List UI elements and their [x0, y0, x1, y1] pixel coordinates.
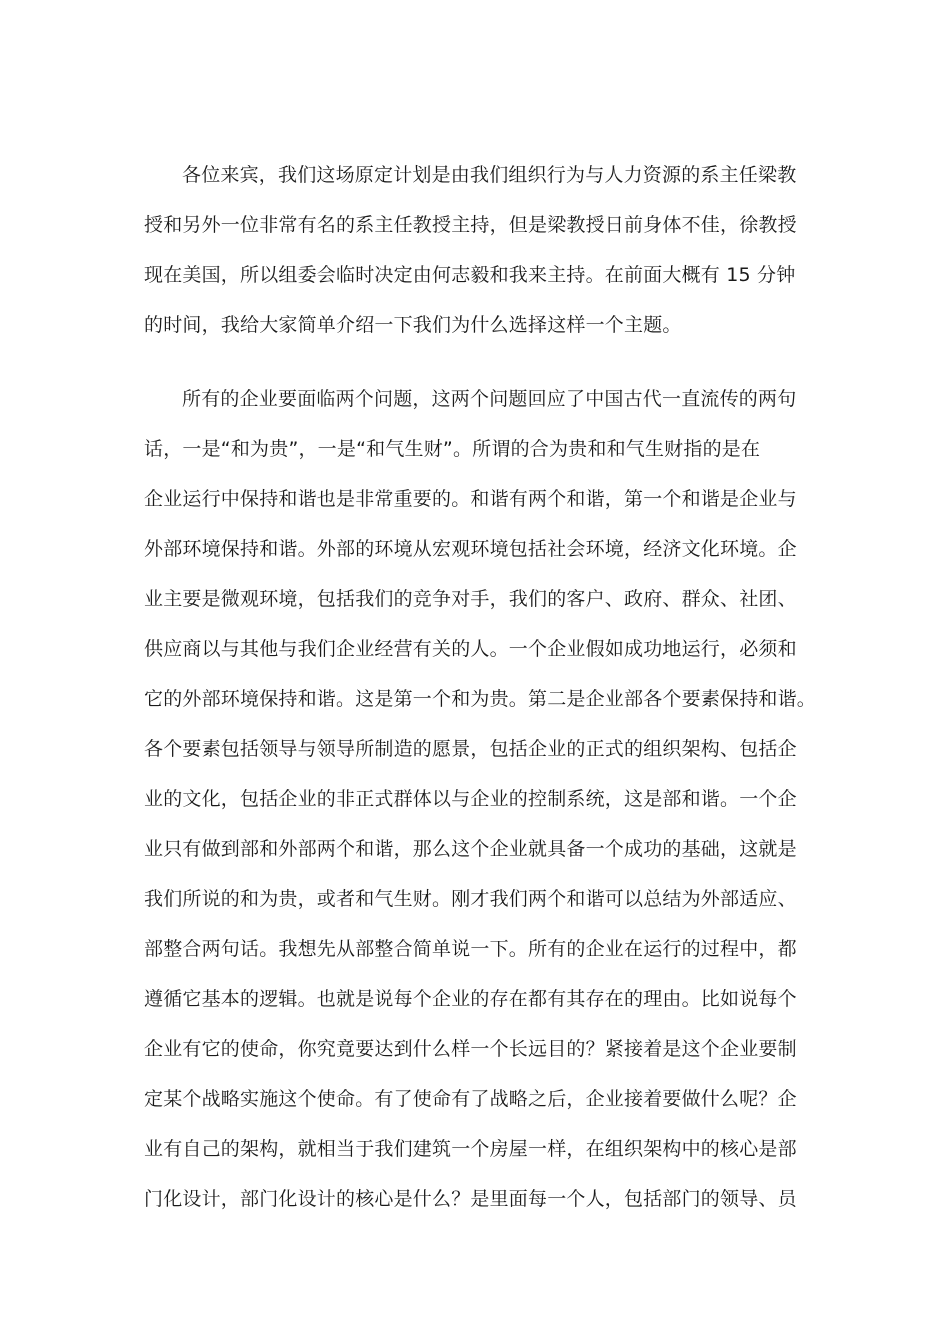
paragraph-line: 门化设计，部门化设计的核心是什么？是里面每一个人，包括部门的领导、员: [144, 1188, 797, 1210]
paragraph-line: 各位来宾，我们这场原定计划是由我们组织行为与人力资源的系主任梁教: [182, 164, 797, 186]
paragraph-line: 话，一是“和为贵”，一是“和气生财”。所谓的合为贵和和气生财指的是在: [144, 438, 761, 460]
paragraph-line: 业只有做到部和外部两个和谐，那么这个企业就具备一个成功的基础，这就是: [144, 838, 797, 860]
paragraph-line: 定某个战略实施这个使命。有了使命有了战略之后，企业接着要做什么呢？企: [144, 1088, 797, 1110]
paragraph-line: 现在美国，所以组委会临时决定由何志毅和我来主持。在前面大概有 15 分钟: [144, 264, 796, 286]
paragraph-line: 它的外部环境保持和谐。这是第一个和为贵。第二是企业部各个要素保持和谐。: [144, 688, 817, 710]
paragraph-line: 业有自己的架构，就相当于我们建筑一个房屋一样，在组织架构中的核心是部: [144, 1138, 797, 1160]
paragraph-line: 外部环境保持和谐。外部的环境从宏观环境包括社会环境，经济文化环境。企: [144, 538, 797, 560]
paragraph-line: 各个要素包括领导与领导所制造的愿景，包括企业的正式的组织架构、包括企: [144, 738, 797, 760]
paragraph-line: 所有的企业要面临两个问题，这两个问题回应了中国古代一直流传的两句: [182, 388, 797, 410]
paragraph-line: 供应商以与其他与我们企业经营有关的人。一个企业假如成功地运行，必须和: [144, 638, 797, 660]
paragraph-line: 业主要是微观环境，包括我们的竞争对手，我们的客户、政府、群众、社团、: [144, 588, 797, 610]
paragraph-line: 的时间，我给大家简单介绍一下我们为什么选择这样一个主题。: [144, 314, 682, 336]
paragraph-line: 业的文化，包括企业的非正式群体以与企业的控制系统，这是部和谐。一个企: [144, 788, 797, 810]
paragraph-line: 部整合两句话。我想先从部整合简单说一下。所有的企业在运行的过程中，都: [144, 938, 797, 960]
paragraph-line: 我们所说的和为贵，或者和气生财。刚才我们两个和谐可以总结为外部适应、: [144, 888, 797, 910]
paragraph-line: 遵循它基本的逻辑。也就是说每个企业的存在都有其存在的理由。比如说每个: [144, 988, 797, 1010]
paragraph-line: 企业运行中保持和谐也是非常重要的。和谐有两个和谐，第一个和谐是企业与: [144, 488, 797, 510]
paragraph-line: 企业有它的使命，你究竟要达到什么样一个长远目的？紧接着是这个企业要制: [144, 1038, 797, 1060]
paragraph-line: 授和另外一位非常有名的系主任教授主持，但是梁教授日前身体不佳，徐教授: [144, 214, 797, 236]
